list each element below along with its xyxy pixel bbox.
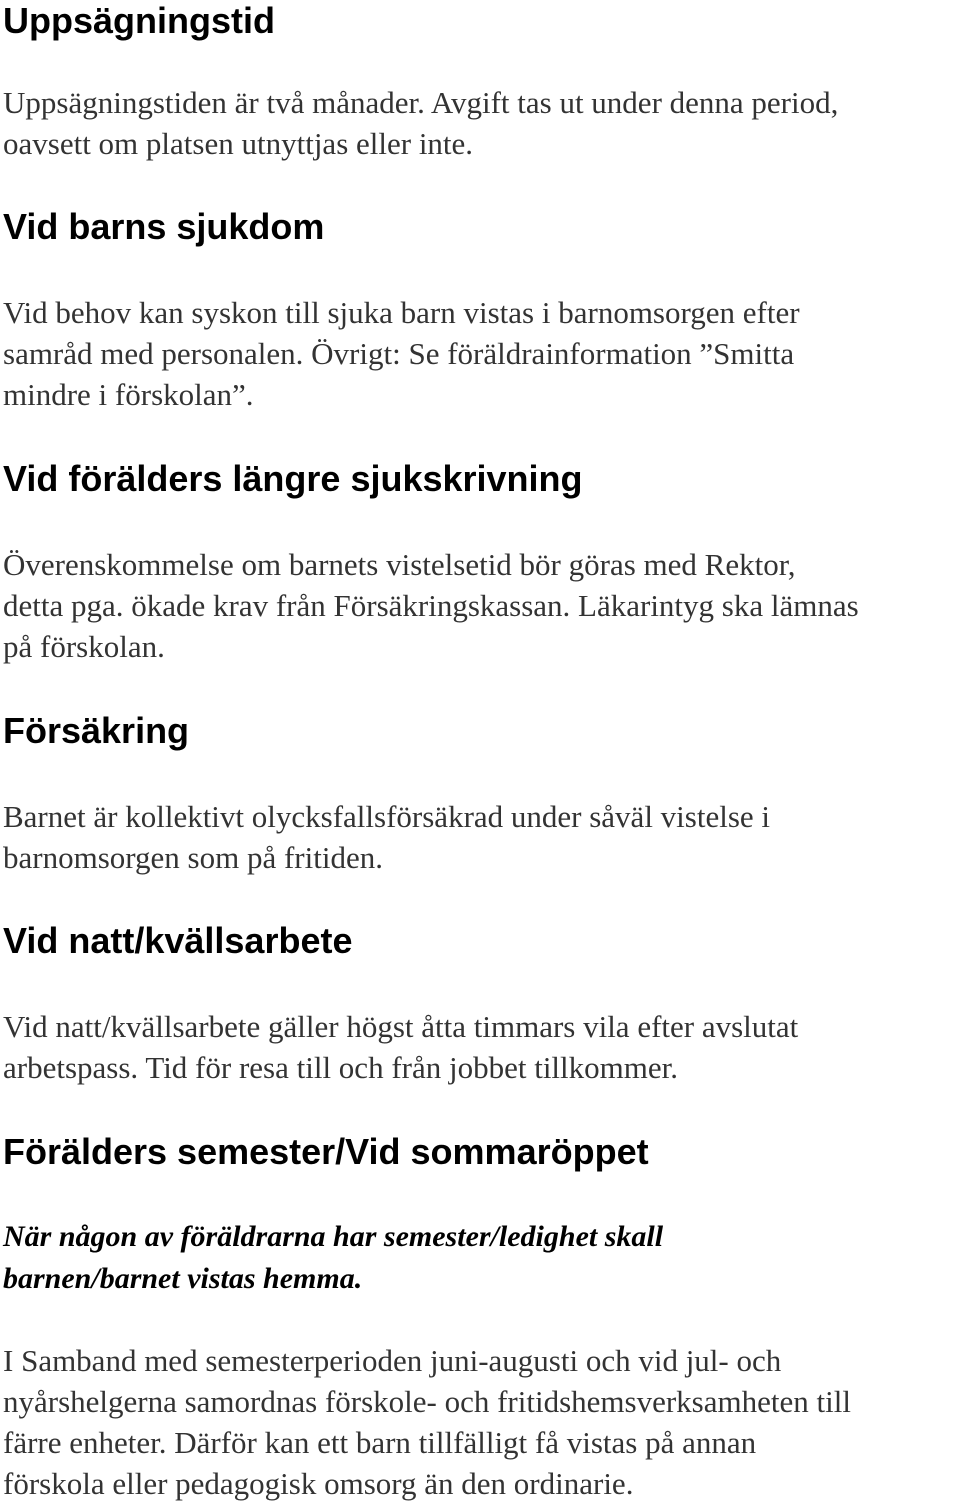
text-line: mindre i förskolan”. — [3, 377, 254, 412]
paragraph-forsakring — [3, 796, 770, 878]
emphasis-note-semester — [3, 1216, 663, 1300]
text-line: I Samband med semesterperioden juni-augusti och vid jul- och — [3, 1343, 782, 1378]
text-line: Uppsägningstiden är två månader. Avgift tas ut under denna period, — [3, 85, 839, 120]
text-line: arbetspass. Tid för resa till och från jobbet tillkommer. — [3, 1050, 679, 1085]
text-line: färre enheter. Därför kan ett barn tillfälligt få vistas på annan — [3, 1425, 757, 1460]
paragraph-vid-natt-kvallsarbete — [3, 1006, 798, 1088]
text-line: Barnet är kollektivt olycksfallsförsäkrad under såväl vistelse i — [3, 799, 771, 834]
paragraph-vid-foralders-sjukskrivning — [3, 544, 859, 667]
text-line: barnen/barnet vistas hemma. — [3, 1262, 363, 1295]
paragraph-vid-barns-sjukdom — [3, 292, 800, 415]
heading-uppsagningstid: Uppsägningstid — [3, 0, 275, 41]
text-line: samråd med personalen. Övrigt: Se föräldrainformation ”Smitta — [3, 336, 795, 371]
paragraph-uppsagningstid — [3, 82, 838, 164]
heading-vid-natt-kvallsarbete: Vid natt/kvällsarbete — [3, 920, 353, 961]
text-line: oavsett om platsen utnyttjas eller inte. — [3, 126, 474, 161]
text-line: detta pga. ökade krav från Försäkringskassan. Läkarintyg ska lämnas — [3, 588, 859, 623]
heading-foralders-semester: Förälders semester/Vid sommaröppet — [3, 1131, 649, 1172]
text-line: Överenskommelse om barnets vistelsetid bör göras med Rektor, — [3, 547, 796, 582]
text-line: barnomsorgen som på fritiden. — [3, 840, 383, 875]
heading-vid-foralders-sjukskrivning: Vid förälders längre sjukskrivning — [3, 458, 583, 499]
text-line: på förskolan. — [3, 629, 165, 664]
text-line: Vid natt/kvällsarbete gäller högst åtta timmars vila efter avslutat — [3, 1009, 799, 1044]
paragraph-foralders-semester — [3, 1340, 851, 1504]
text-line: När någon av föräldrarna har semester/ledighet skall — [3, 1220, 664, 1253]
text-line: Vid behov kan syskon till sjuka barn vistas i barnomsorgen efter — [3, 295, 800, 330]
text-line: förskola eller pedagogisk omsorg än den ordinarie. — [3, 1466, 634, 1501]
heading-forsakring: Försäkring — [3, 710, 190, 751]
heading-vid-barns-sjukdom: Vid barns sjukdom — [3, 206, 325, 247]
text-line: nyårshelgerna samordnas förskole- och fritidshemsverksamheten till — [3, 1384, 851, 1419]
